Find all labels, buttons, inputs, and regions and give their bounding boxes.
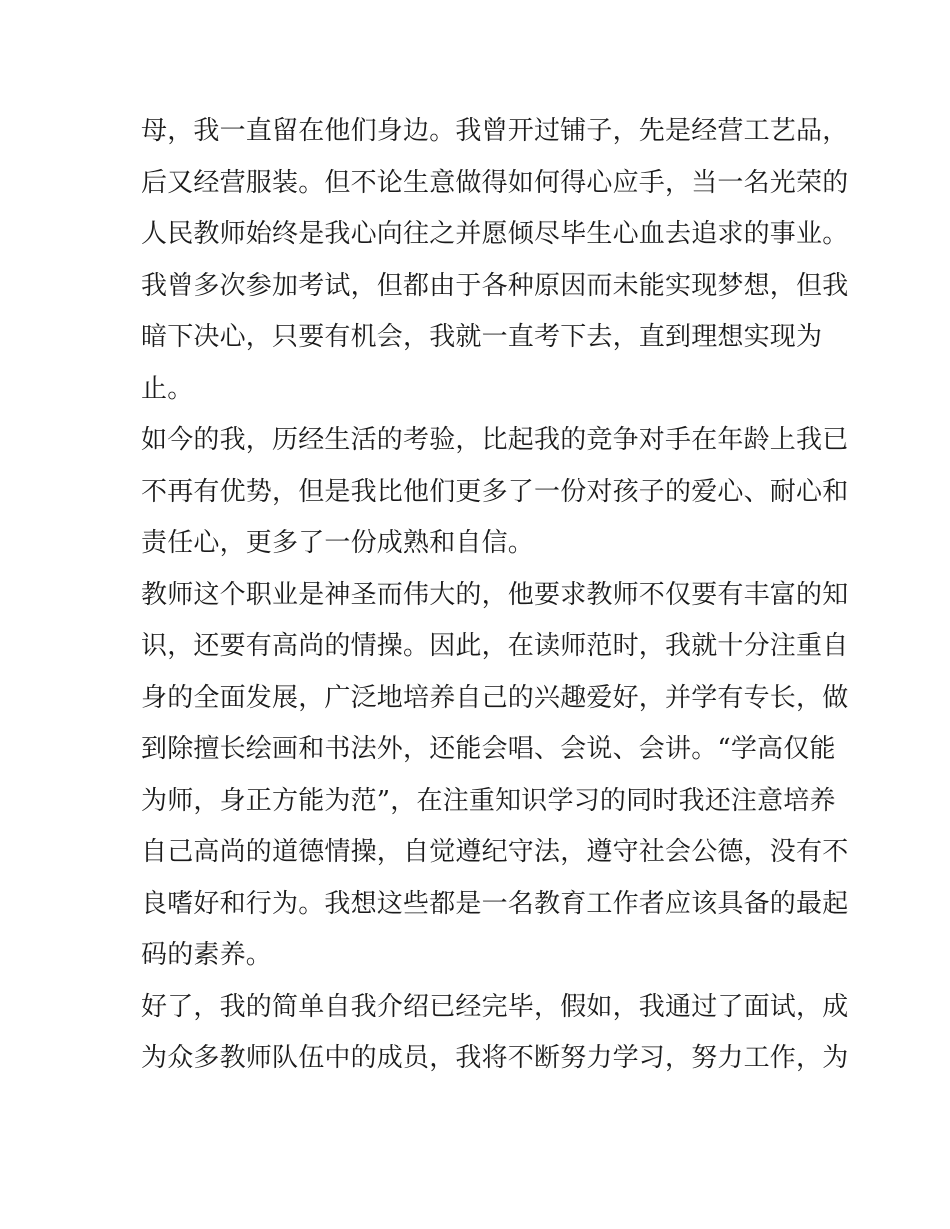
text-line: 如今的我，历经生活的考验，比起我的竞争对手在年龄上我已	[141, 425, 849, 455]
paragraph-4	[141, 982, 849, 1085]
text-line: 教师这个职业是神圣而伟大的，他要求教师不仅要有丰富的知	[141, 579, 849, 610]
paragraph-3	[141, 570, 849, 982]
paragraph-1	[141, 106, 849, 415]
text-line: 良嗜好和行为。我想这些都是一名教育工作者应该具备的最起	[141, 888, 849, 919]
text-line: 到除擅长绘画和书法外，还能会唱、会说、会讲。“学高仅能	[141, 734, 836, 764]
text-line: 责任心，更多了一份成熟和自信。	[141, 528, 535, 558]
text-line: 自己高尚的道德情操，自觉遵纪守法，遵守社会公德，没有不	[141, 837, 849, 867]
text-line: 码的素养。	[141, 940, 273, 970]
text-line: 不再有优势，但是我比他们更多了一份对孩子的爱心、耐心和	[141, 476, 849, 507]
text-line: 为众多教师队伍中的成员，我将不断努力学习，努力工作，为	[141, 1043, 849, 1073]
text-line: 我曾多次参加考试，但都由于各种原因而未能实现梦想，但我	[141, 270, 849, 301]
text-line: 暗下决心，只要有机会，我就一直考下去，直到理想实现为	[141, 322, 823, 352]
text-line: 好了，我的简单自我介绍已经完毕，假如，我通过了面试，成	[141, 991, 849, 1022]
document-body	[141, 106, 849, 1085]
text-line: 身的全面发展，广泛地培养自己的兴趣爱好，并学有专长，做	[141, 682, 849, 713]
text-line: 母，我一直留在他们身边。我曾开过铺子，先是经营工艺品，	[141, 116, 849, 146]
text-line: 人民教师始终是我心向往之并愿倾尽毕生心血去追求的事业。	[141, 219, 849, 249]
text-line: 识，还要有高尚的情操。因此，在读师范时，我就十分注重自	[141, 631, 849, 661]
paragraph-2	[141, 415, 849, 570]
text-line: 止。	[141, 373, 194, 404]
text-line: 后又经营服装。但不论生意做得如何得心应手，当一名光荣的	[141, 167, 849, 198]
text-line: 为师，身正方能为范”，在注重知识学习的同时我还注意培养	[141, 785, 836, 816]
